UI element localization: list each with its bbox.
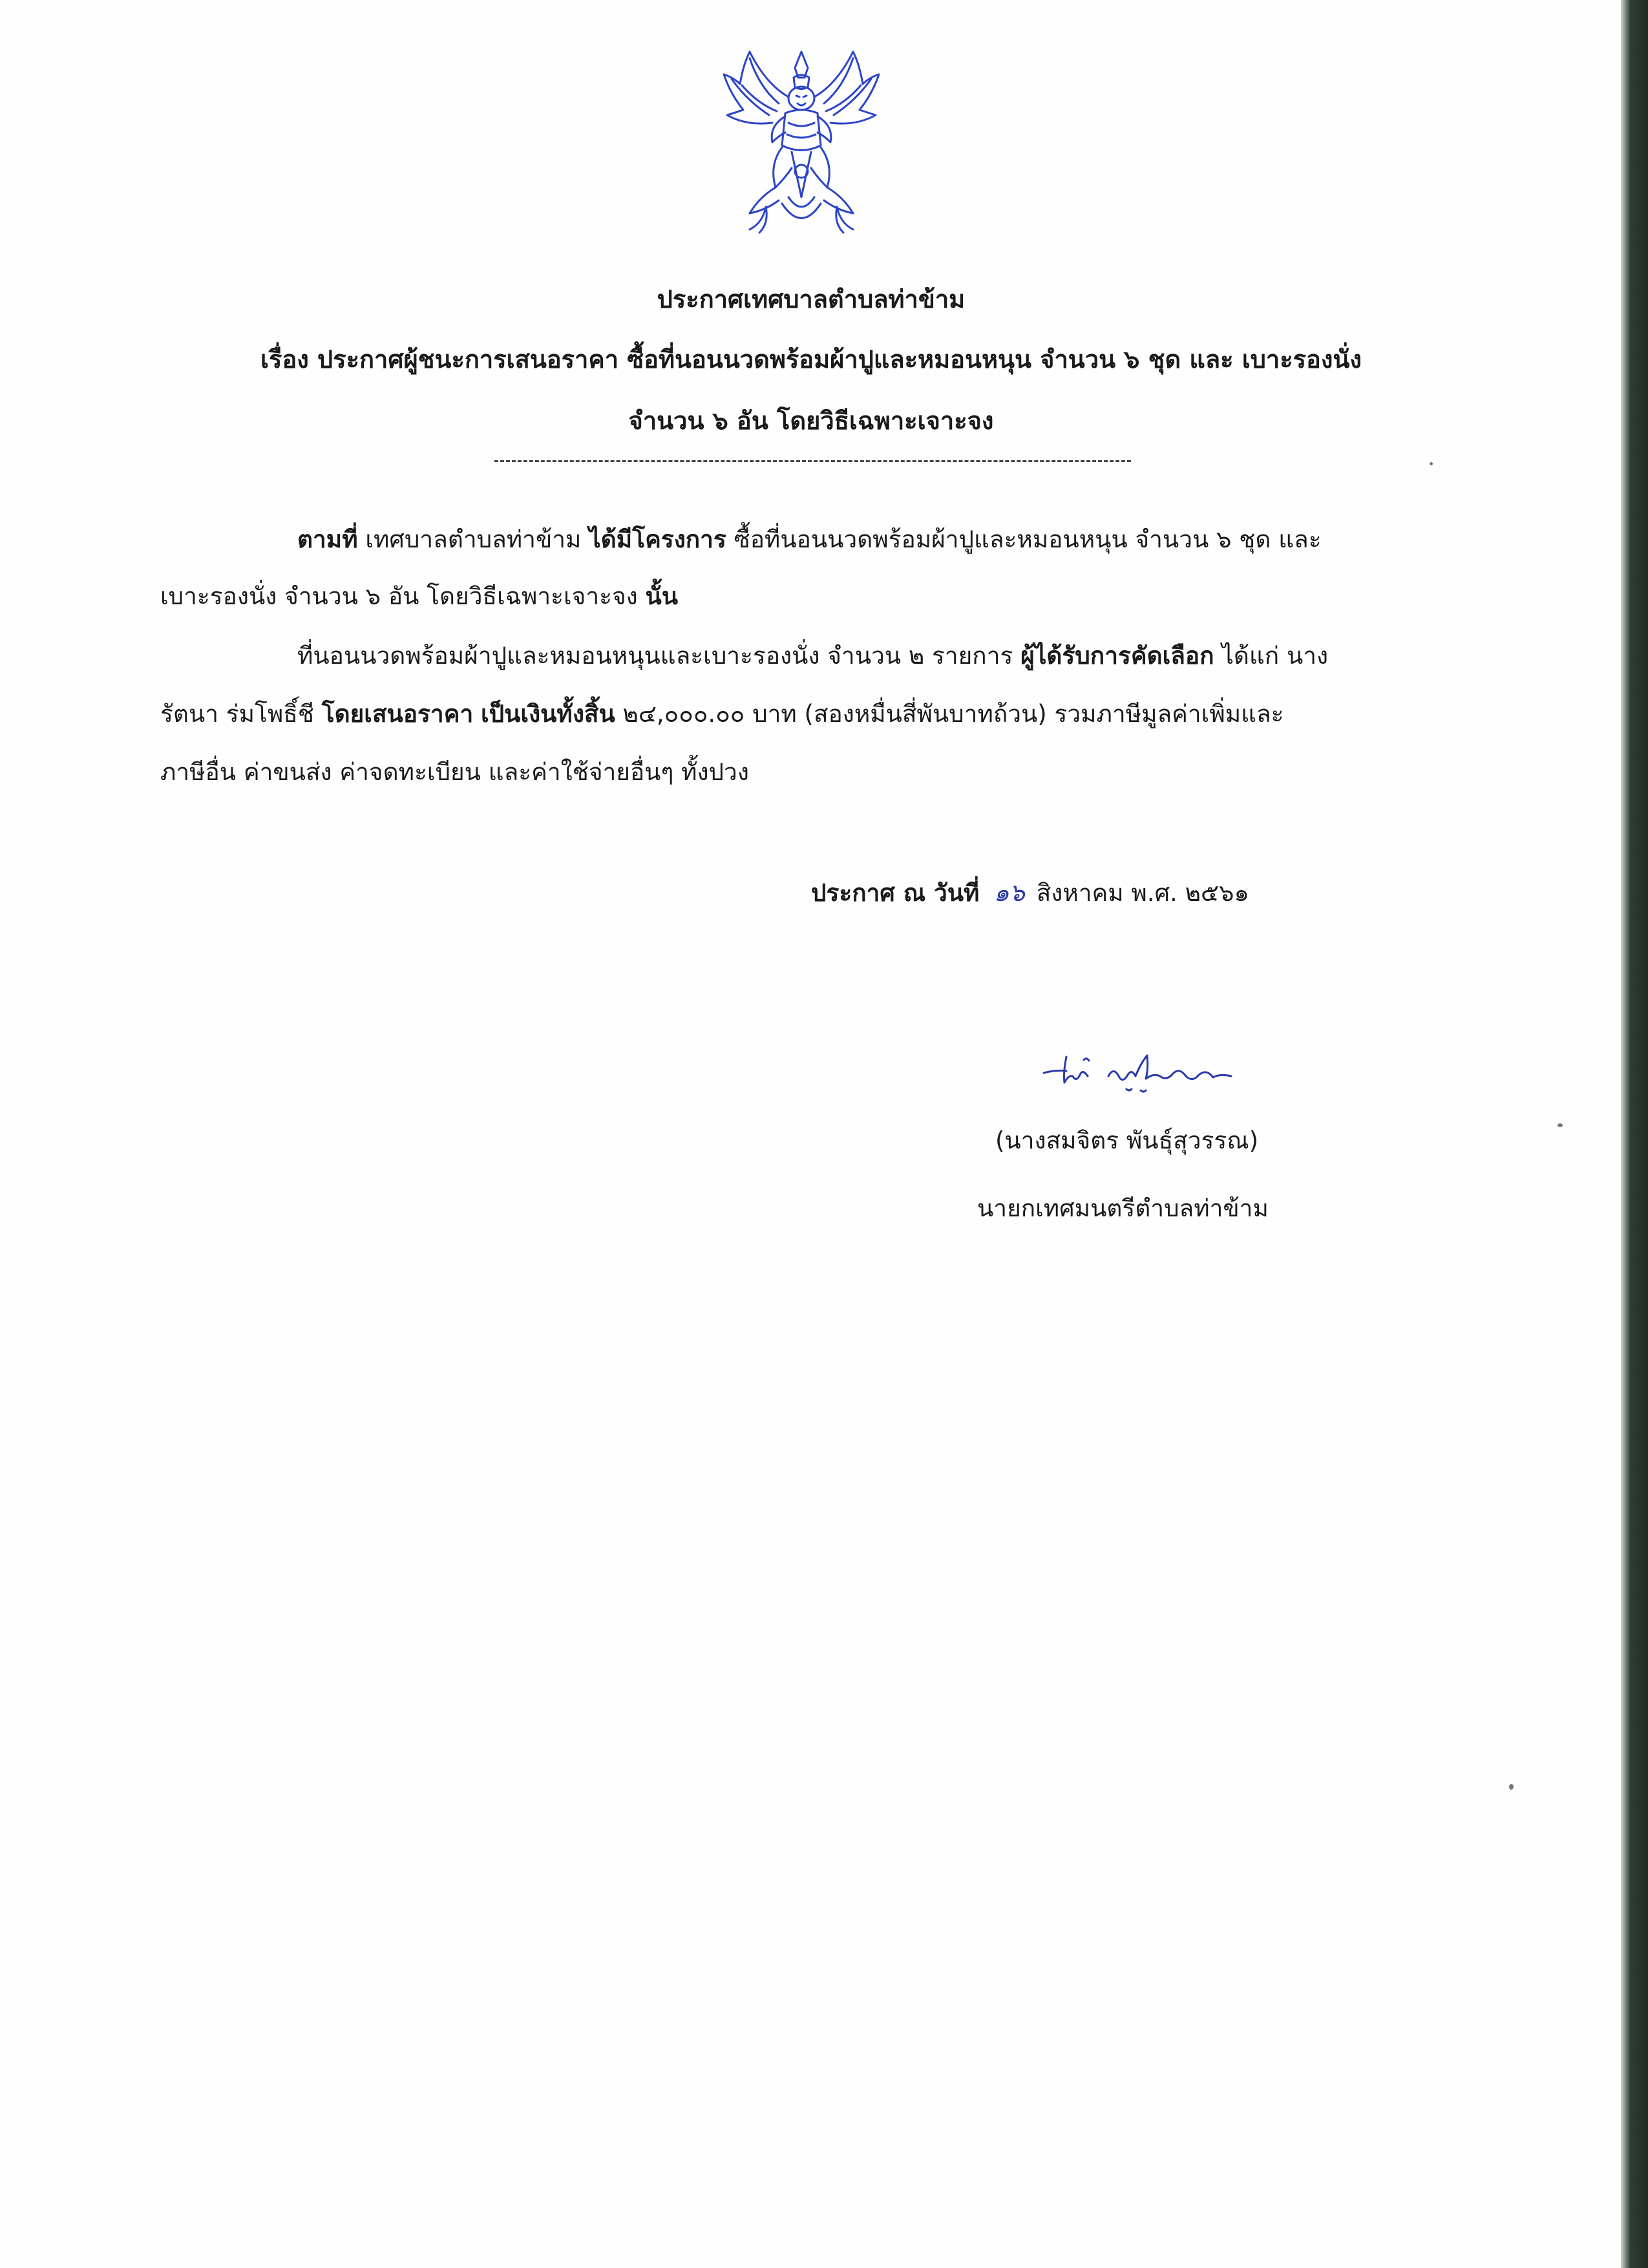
paragraph-1 xyxy=(297,520,1322,558)
garuda-emblem-icon xyxy=(704,39,898,252)
announcement-date xyxy=(811,873,1249,912)
divider xyxy=(494,460,1131,462)
paragraph-1-cont xyxy=(160,577,678,615)
handwritten-signature-icon xyxy=(1037,1037,1251,1102)
scan-edge xyxy=(1621,0,1648,2268)
p2-bold: นั้น xyxy=(645,582,679,610)
subject-label: เรื่อง ประกาศผู้ชนะการเสนอราคา xyxy=(260,345,619,374)
p3-text2: ได้แก่ นาง xyxy=(1214,642,1329,670)
signer-position: นายกเทศมนตรีตำบลท่าข้าม xyxy=(977,1194,1269,1222)
scan-speck xyxy=(1509,1784,1514,1790)
date-day: ๑๖ xyxy=(993,878,1025,907)
p4-text2 xyxy=(473,700,481,728)
p5-text: ภาษีอื่น ค่าขนส่ง ค่าจดทะเบียน และค่าใช้จ่ายอื่นๆ ทั้งปวง xyxy=(160,758,749,786)
paragraph-2 xyxy=(297,637,1328,675)
p4-bold2: เป็นเงินทั้งสิ้น xyxy=(481,700,615,728)
p4-text: รัตนา ร่มโพธิ์ชี xyxy=(160,700,322,728)
p3-bold: ผู้ได้รับการคัดเลือก xyxy=(1020,642,1214,670)
p2-text: เบาะรองนั่ง จำนวน ๖ อัน โดยวิธีเฉพาะเจาะจง xyxy=(160,582,646,610)
paragraph-2-cont xyxy=(160,695,1284,733)
subject-line-2 xyxy=(0,401,1622,440)
date-label: ประกาศ ณ วันที่ xyxy=(811,879,980,907)
date-month-year: สิงหาคม พ.ศ. ๒๕๖๑ xyxy=(1036,879,1249,907)
p4-text3: ๒๔,๐๐๐.๐๐ บาท (สองหมื่นสี่พันบาทถ้วน) รวมภาษีมูลค่าเพิ่มและ xyxy=(615,700,1284,728)
signer-name: (นางสมจิตร พันธุ์สุวรรณ) xyxy=(995,1127,1259,1154)
p4-bold1: โดยเสนอราคา xyxy=(321,700,474,728)
document-title: ประกาศเทศบาลตำบลท่าข้าม xyxy=(657,285,966,313)
p1-bold2: ได้มีโครงการ xyxy=(589,525,726,553)
scan-speck xyxy=(1430,462,1433,465)
p1-text1: เทศบาลตำบลท่าข้าม xyxy=(357,525,589,553)
p3-text: ที่นอนนวดพร้อมผ้าปูและหมอนหนุนและเบาะรองนั่ง จำนวน ๒ รายการ xyxy=(297,642,1021,670)
p1-text2: ซื้อที่นอนนวดพร้อมผ้าปูและหมอนหนุน จำนวน ๖ ชุด และ xyxy=(726,525,1322,553)
subject-text: ซื้อที่นอนนวดพร้อมผ้าปูและหมอนหนุน จำนวน ๖ ชุด และ เบาะรองนั่ง xyxy=(618,345,1362,374)
paragraph-2-end xyxy=(160,753,749,791)
p1-lead: ตามที่ xyxy=(297,525,358,553)
subject-line xyxy=(0,339,1622,379)
subject-line-2-text: จำนวน ๖ อัน โดยวิธีเฉพาะเจาะจง xyxy=(628,407,994,435)
scan-speck xyxy=(1558,1123,1563,1127)
